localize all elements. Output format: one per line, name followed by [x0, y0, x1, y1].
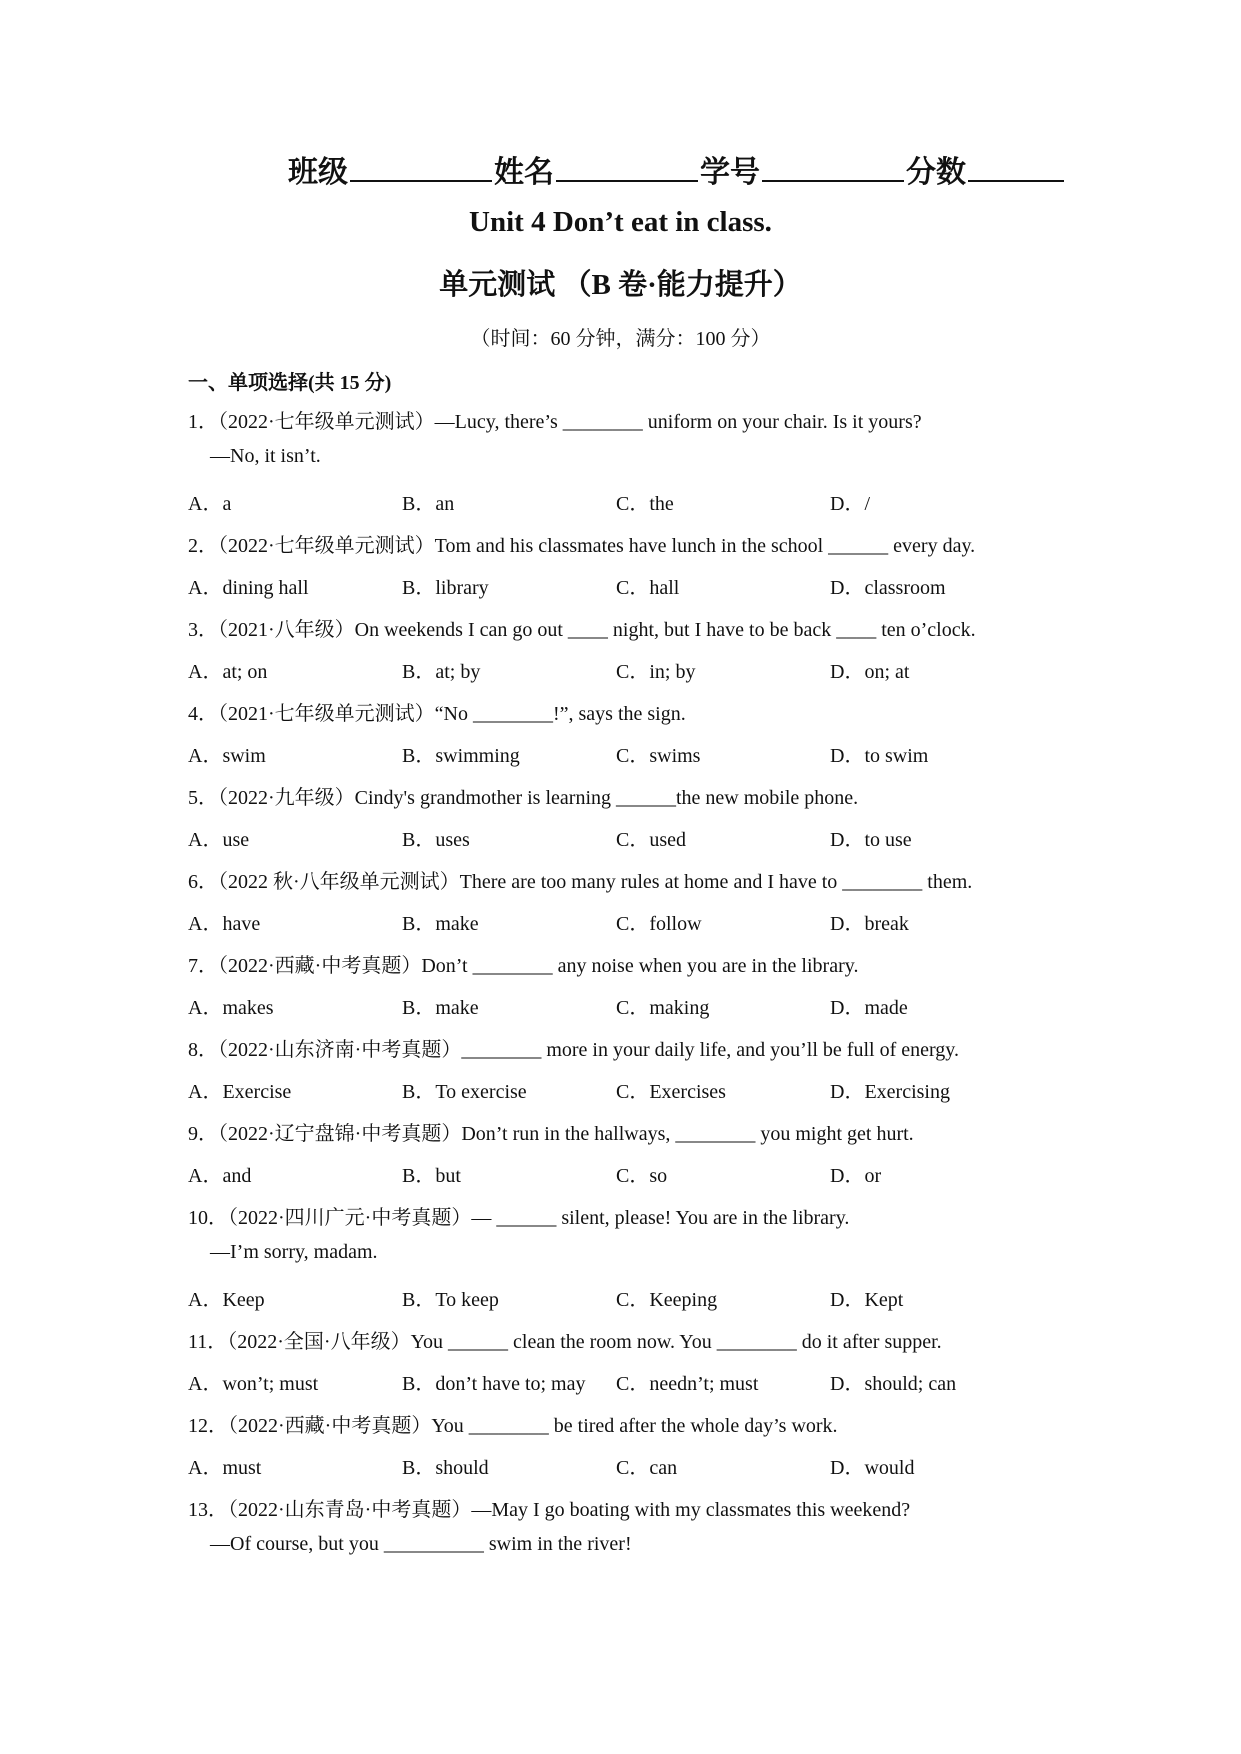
- unit-title: Unit 4 Don’t eat in class.: [469, 206, 772, 238]
- score-blank: [968, 148, 1064, 182]
- answer-option: C．swims: [616, 745, 701, 767]
- answer-option: C．Keeping: [616, 1289, 718, 1311]
- answer-option: B．make: [402, 913, 479, 935]
- question-stem: 1．（2022·七年级单元测试）—Lucy, there’s ________ uniform on your chair. Is it yours?: [188, 411, 922, 433]
- answer-option: A．must: [188, 1457, 262, 1479]
- question-response: —Of course, but you __________ swim in the river!: [210, 1533, 632, 1555]
- answer-option: A．and: [188, 1165, 252, 1187]
- name-label: 姓名: [494, 156, 554, 189]
- question-stem: 11．（2022·全国·八年级）You ______ clean the room now. You ________ do it after supper.: [188, 1331, 942, 1353]
- answer-option: A．dining hall: [188, 577, 309, 599]
- header-fields: [288, 147, 1066, 191]
- time-note: （时间：60 分钟，满分：100 分）: [470, 328, 771, 350]
- answer-option: C．hall: [616, 577, 680, 599]
- answer-option: D．break: [830, 913, 909, 935]
- answer-option: A．won’t; must: [188, 1373, 319, 1395]
- answer-option: B．To keep: [402, 1289, 499, 1311]
- answer-option: D．Exercising: [830, 1081, 950, 1103]
- answer-option: B．should: [402, 1457, 489, 1479]
- answer-option: A．makes: [188, 997, 274, 1019]
- name-blank: [556, 148, 698, 182]
- answer-option: B．an: [402, 493, 455, 515]
- test-subtitle: 单元测试 （B 卷·能力提升）: [439, 269, 802, 301]
- question-stem: 2．（2022·七年级单元测试）Tom and his classmates have lunch in the school ______ every day.: [188, 535, 976, 557]
- answer-option: A．Exercise: [188, 1081, 292, 1103]
- answer-option: C．making: [616, 997, 710, 1019]
- class-blank: [350, 148, 492, 182]
- answer-option: C．the: [616, 493, 674, 515]
- answer-option: C．can: [616, 1457, 678, 1479]
- answer-option: C．used: [616, 829, 686, 851]
- answer-option: B．but: [402, 1165, 461, 1187]
- answer-option: C．follow: [616, 913, 702, 935]
- question-stem: 10．（2022·四川广元·中考真题）— ______ silent, please! You are in the library.: [188, 1207, 850, 1229]
- question-stem: 12．（2022·西藏·中考真题）You ________ be tired after the whole day’s work.: [188, 1415, 838, 1437]
- question-stem: 7．（2022·西藏·中考真题）Don’t ________ any noise when you are in the library.: [188, 955, 859, 977]
- answer-option: B．at; by: [402, 661, 481, 683]
- answer-option: D．made: [830, 997, 908, 1019]
- answer-option: C．so: [616, 1165, 668, 1187]
- question-stem: 5．（2022·九年级）Cindy's grandmother is learning ______the new mobile phone.: [188, 787, 859, 809]
- score-label: 分数: [906, 156, 966, 189]
- answer-option: A．a: [188, 493, 232, 515]
- question-stem: 6．（2022 秋·八年级单元测试）There are too many rules at home and I have to ________ them.: [188, 871, 973, 893]
- class-label: 班级: [288, 156, 348, 189]
- question-response: —I’m sorry, madam.: [210, 1241, 378, 1263]
- answer-option: B．make: [402, 997, 479, 1019]
- id-blank: [762, 148, 904, 182]
- question-stem: 3．（2021·八年级）On weekends I can go out ____ night, but I have to be back ____ ten o’clock.: [188, 619, 976, 641]
- answer-option: D．would: [830, 1457, 915, 1479]
- question-stem: 9．（2022·辽宁盘锦·中考真题）Don’t run in the hallways, ________ you might get hurt.: [188, 1123, 914, 1145]
- answer-option: D．to use: [830, 829, 912, 851]
- answer-option: B．To exercise: [402, 1081, 527, 1103]
- question-stem: 13．（2022·山东青岛·中考真题）—May I go boating with my classmates this weekend?: [188, 1499, 911, 1521]
- answer-option: A．use: [188, 829, 250, 851]
- answer-option: A．have: [188, 913, 261, 935]
- answer-option: D．classroom: [830, 577, 946, 599]
- question-stem: 4．（2021·七年级单元测试）“No ________!”, says the sign.: [188, 703, 686, 725]
- answer-option: D．should; can: [830, 1373, 957, 1395]
- answer-option: D．on; at: [830, 661, 910, 683]
- answer-option: D．or: [830, 1165, 882, 1187]
- id-label: 学号: [700, 156, 760, 189]
- answer-option: B．swimming: [402, 745, 520, 767]
- answer-option: D．Kept: [830, 1289, 904, 1311]
- answer-option: C．Exercises: [616, 1081, 726, 1103]
- question-response: —No, it isn’t.: [210, 445, 321, 467]
- answer-option: B．uses: [402, 829, 470, 851]
- section-title: 一、单项选择(共 15 分): [188, 372, 392, 394]
- answer-option: D．to swim: [830, 745, 929, 767]
- question-stem: 8．（2022·山东济南·中考真题）________ more in your daily life, and you’ll be full of energy.: [188, 1039, 959, 1061]
- answer-option: D．/: [830, 493, 870, 515]
- answer-option: C．in; by: [616, 661, 696, 683]
- answer-option: B．don’t have to; may: [402, 1373, 586, 1395]
- answer-option: B．library: [402, 577, 489, 599]
- answer-option: C．needn’t; must: [616, 1373, 759, 1395]
- answer-option: A．at; on: [188, 661, 268, 683]
- answer-option: A．swim: [188, 745, 266, 767]
- answer-option: A．Keep: [188, 1289, 265, 1311]
